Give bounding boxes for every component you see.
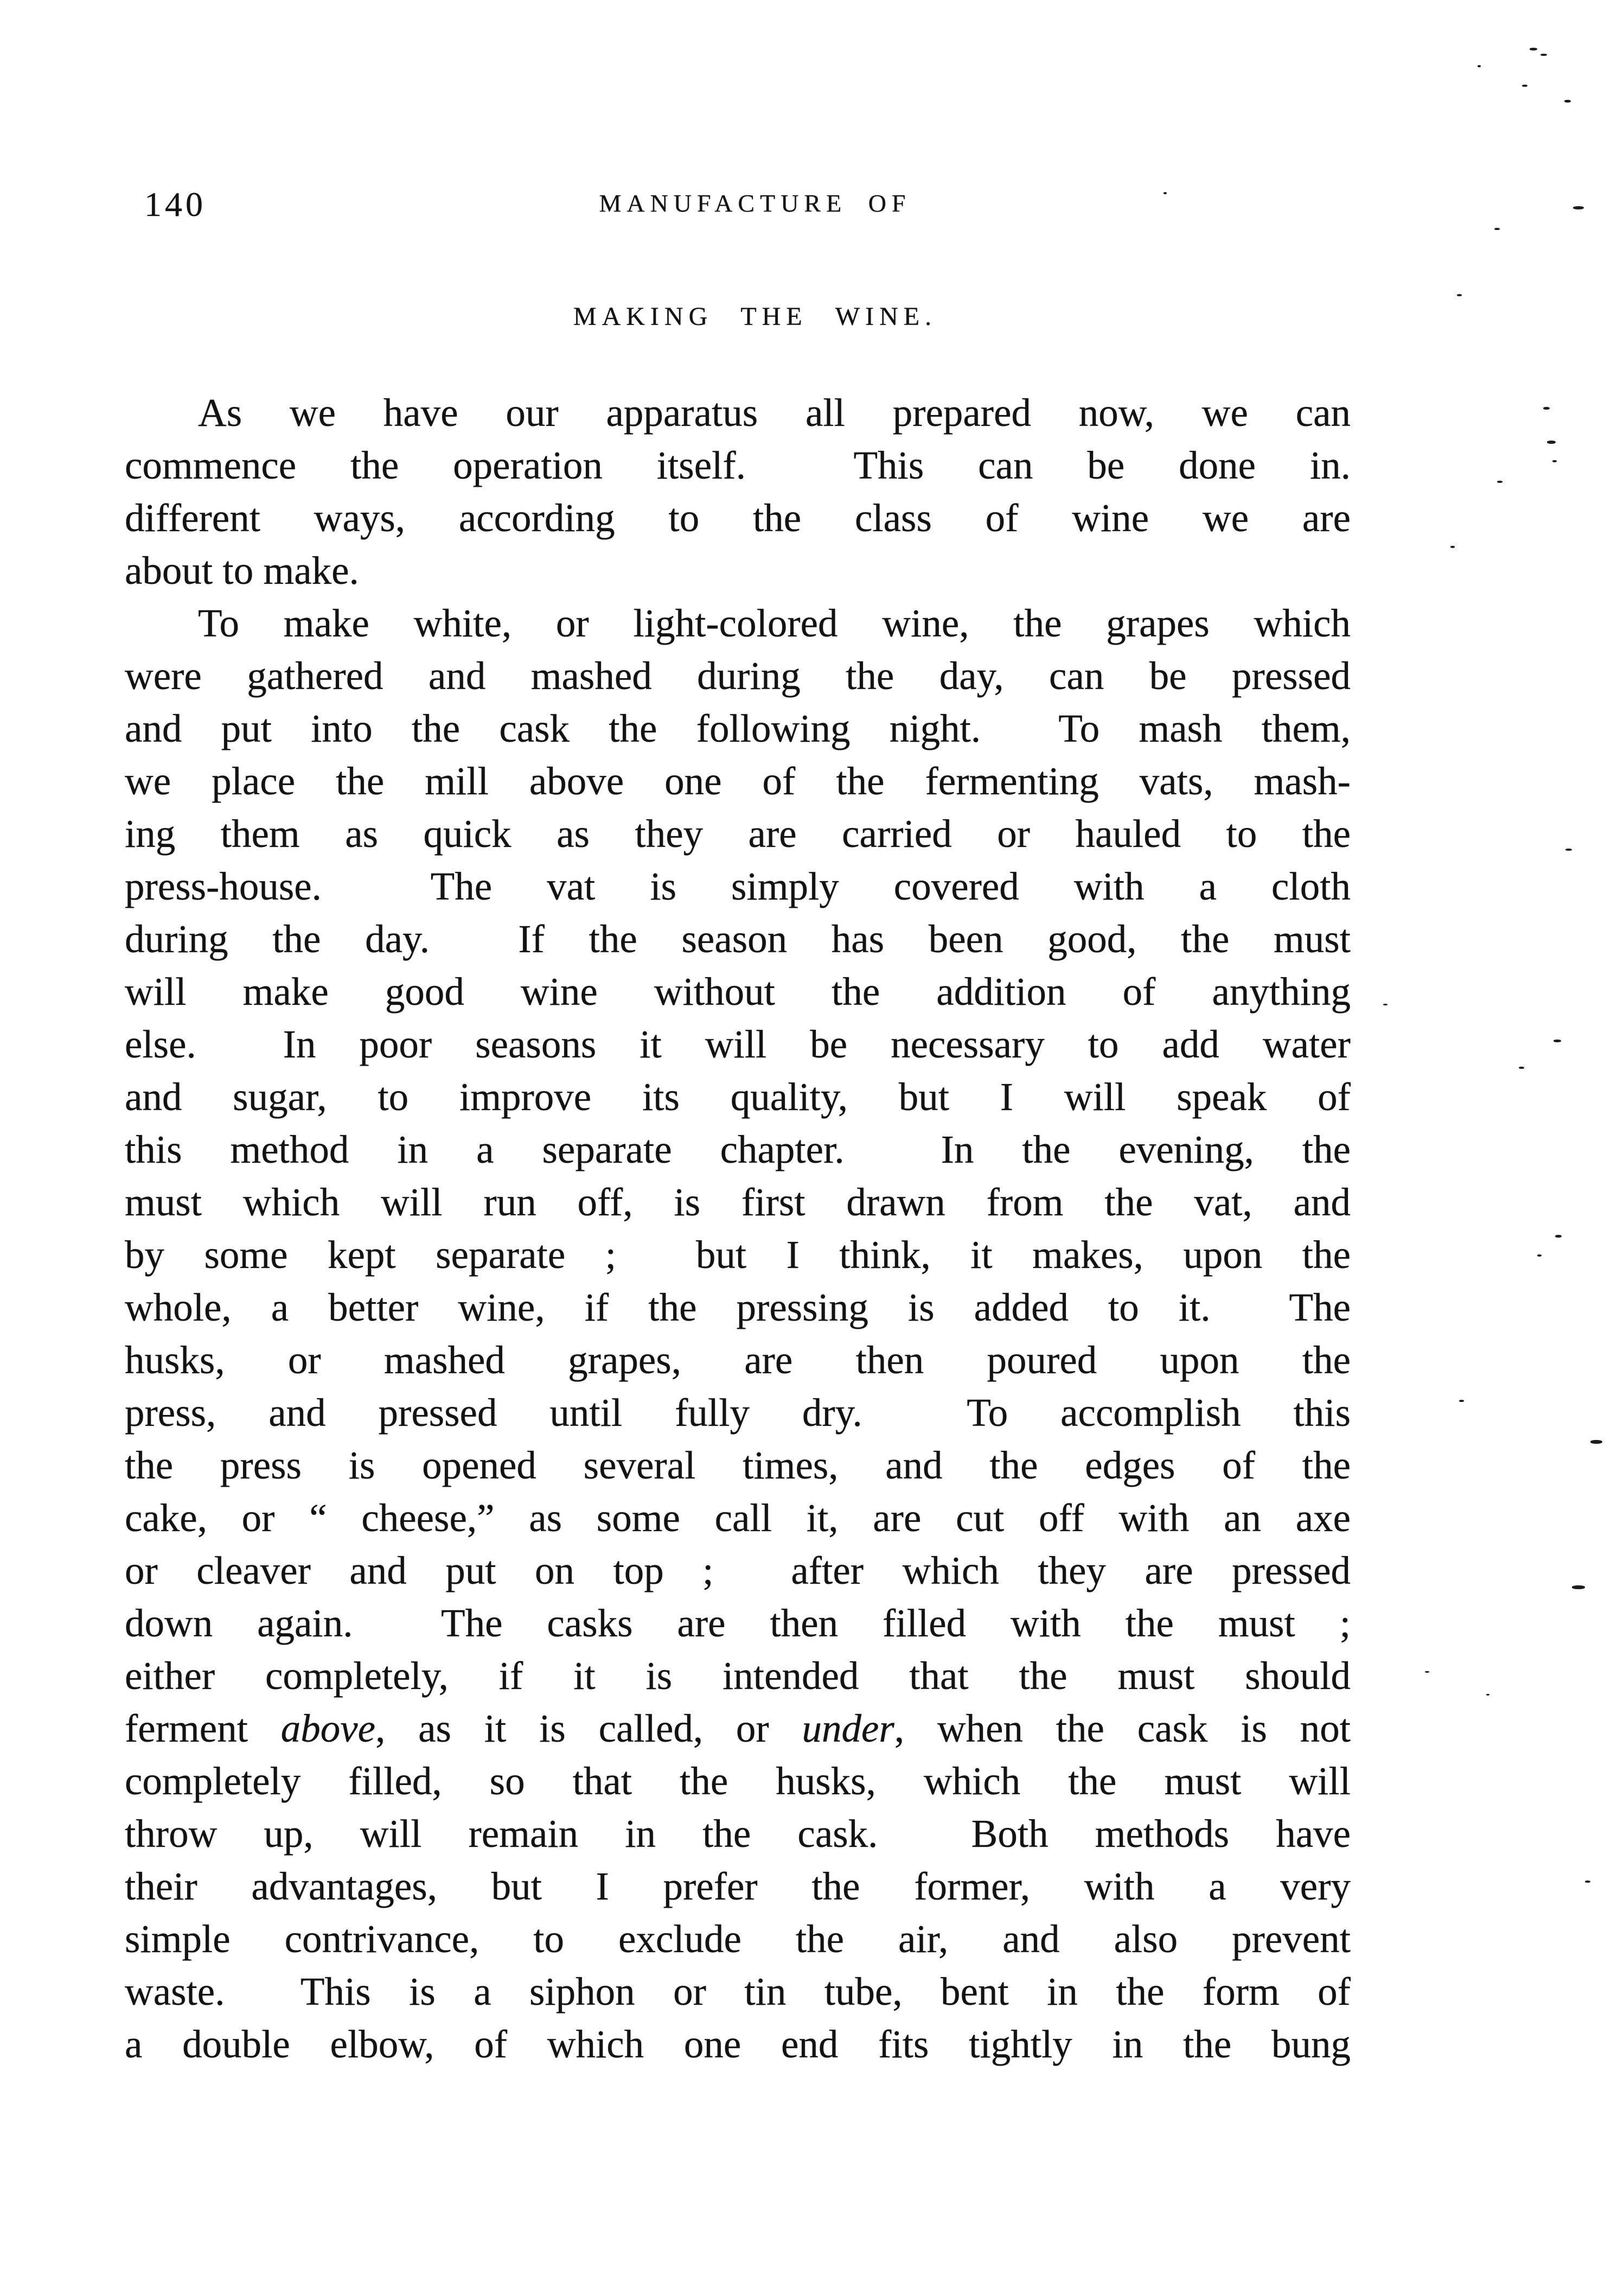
body-text (125, 386, 1351, 2070)
text-line: else. In poor seasons it will be necessary to add water (125, 1022, 1351, 1066)
scan-speck (1163, 192, 1167, 194)
section-heading: MAKING THE WINE. (573, 302, 937, 331)
scan-speck (1530, 48, 1537, 50)
scan-speck (1486, 1694, 1489, 1696)
scan-speck (1383, 1004, 1388, 1005)
scan-speck (1564, 100, 1571, 103)
scan-speck (1553, 1040, 1561, 1042)
scan-speck (1459, 1400, 1464, 1402)
scan-speck (1572, 1585, 1585, 1589)
scan-speck (1547, 441, 1556, 444)
scan-speck (1425, 1671, 1429, 1673)
text-line: and sugar, to improve its quality, but I will speak of (125, 1075, 1351, 1119)
scan-speck (1522, 85, 1527, 87)
text-line: commence the operation itself. This can be done in. (125, 443, 1351, 487)
scan-speck (1497, 481, 1502, 483)
text-line: must which will run off, is first drawn from the vat, and (125, 1180, 1351, 1224)
italic-text: above (280, 1706, 376, 1750)
text-line: husks, or mashed grapes, are then poured upon the (125, 1338, 1351, 1382)
text-line: throw up, will remain in the cask. Both methods have (125, 1812, 1351, 1856)
scan-speck (1450, 546, 1455, 548)
scan-speck (1565, 849, 1572, 851)
text-line: simple contrivance, to exclude the air, and also prevent (125, 1917, 1351, 1961)
italic-text: under (802, 1706, 894, 1750)
text-line: ferment above, as it is called, or under, when the cask is not (125, 1706, 1351, 1750)
text-line: down again. The casks are then filled with the must ; (125, 1601, 1351, 1645)
text-line: a double elbow, of which one end fits tightly in the bung (125, 2022, 1351, 2066)
text-line: the press is opened several times, and the edges of the (125, 1443, 1351, 1487)
scan-speck (1537, 1254, 1542, 1257)
scan-speck (1519, 1067, 1524, 1069)
text-line: this method in a separate chapter. In the evening, the (125, 1127, 1351, 1171)
text-line: ing them as quick as they are carried or hauled to the (125, 812, 1351, 856)
text-line: will make good wine without the addition of anything (125, 970, 1351, 1014)
text-line: during the day. If the season has been good, the must (125, 917, 1351, 961)
text-line: whole, a better wine, if the pressing is added to it. The (125, 1285, 1351, 1329)
text-line: we place the mill above one of the fermenting vats, mash- (125, 759, 1351, 803)
text-line: press, and pressed until fully dry. To accomplish this (125, 1391, 1351, 1435)
scan-speck (1573, 206, 1584, 209)
text-line: and put into the cask the following night. To mash them, (125, 706, 1351, 750)
scan-speck (1585, 1881, 1590, 1883)
text-line: either completely, if it is intended that the must should (125, 1654, 1351, 1698)
scan-speck (1457, 294, 1462, 296)
text-line: cake, or “ cheese,” as some call it, are cut off with an axe (125, 1496, 1351, 1540)
scan-speck (1494, 228, 1500, 230)
scan-speck (1478, 65, 1481, 67)
text-line: To make white, or light-colored wine, the grapes which (198, 601, 1351, 645)
text-line: waste. This is a siphon or tin tube, bent in the form of (125, 1970, 1351, 2013)
scan-speck (1590, 1440, 1602, 1444)
scan-speck (1540, 54, 1547, 56)
scan-speck (1555, 1235, 1562, 1238)
text-line: were gathered and mashed during the day, can be pressed (125, 654, 1351, 698)
running-header: MANUFACTURE OF (599, 189, 911, 217)
text-line: press-house. The vat is simply covered with a cloth (125, 864, 1351, 908)
text-line: their advantages, but I prefer the former, with a very (125, 1864, 1351, 1908)
text-line: different ways, according to the class of wine we are (125, 496, 1351, 540)
scan-speck (1552, 460, 1557, 462)
text-line: about to make. (125, 549, 359, 592)
scan-speck (1543, 407, 1550, 410)
text-line: completely filled, so that the husks, which the must will (125, 1759, 1351, 1803)
text-line: As we have our apparatus all prepared now, we can (198, 391, 1351, 435)
text-line: by some kept separate ; but I think, it makes, upon the (125, 1233, 1351, 1277)
page-number: 140 (144, 185, 206, 224)
text-line: or cleaver and put on top ; after which they are pressed (125, 1548, 1351, 1592)
